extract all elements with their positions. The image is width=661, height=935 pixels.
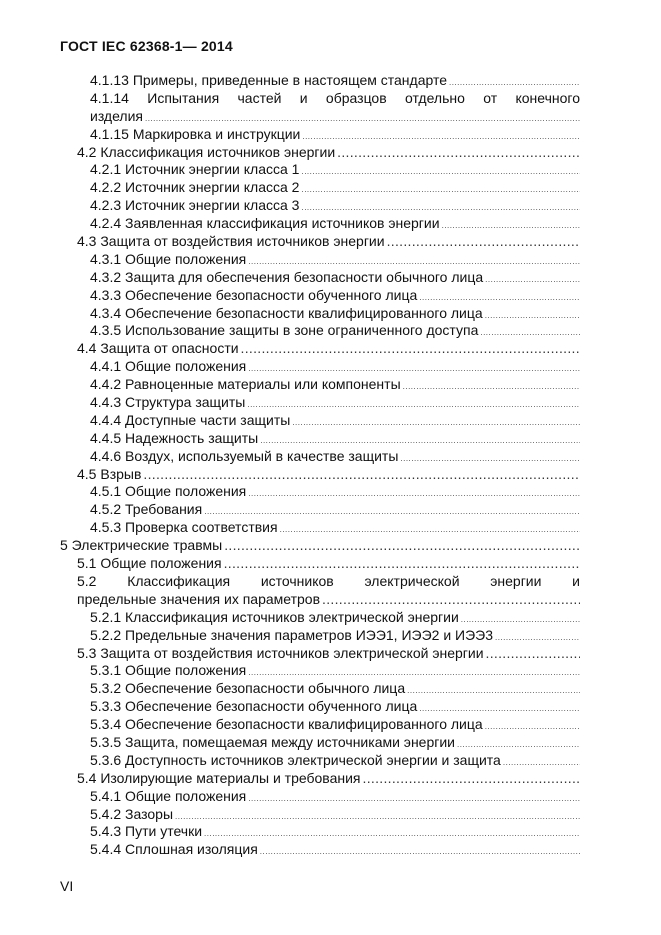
toc-entry-4-1-14-cont[interactable]	[90, 108, 580, 126]
toc-entry-4-5[interactable]	[77, 466, 580, 484]
toc-entry-4-2-1[interactable]	[90, 161, 580, 179]
toc-leader	[363, 770, 581, 788]
toc-entry-label: 4.5.2 Требования	[90, 501, 203, 518]
toc-entry-4-4-2[interactable]	[90, 376, 580, 394]
toc-entry-4-3-4[interactable]	[90, 305, 580, 323]
toc-entry-5-3-2[interactable]	[90, 680, 580, 698]
toc-entry-4-1-15[interactable]	[90, 126, 580, 144]
toc-entry-5-4[interactable]	[77, 770, 580, 788]
toc-entry-4-4-4[interactable]	[90, 412, 580, 430]
toc-entry-label: 5.3.1 Общие положения	[90, 662, 247, 679]
toc-entry-label: 5 Электрические травмы	[60, 537, 223, 554]
toc-leader	[143, 466, 580, 484]
toc-entry-5-4-2[interactable]	[90, 806, 580, 824]
toc-entry-label: 4.1.13 Примеры, приведенные в настоящем стандарте	[90, 72, 447, 88]
toc-entry-4-4-5[interactable]	[90, 430, 580, 448]
toc-entry-label: 4.2.1 Источник энергии класса 1	[90, 161, 300, 178]
toc-entry-label: 4.5.3 Проверка соответствия	[90, 519, 278, 536]
toc-leader	[260, 843, 580, 861]
toc-entry-5-3-4[interactable]	[90, 716, 580, 734]
toc-entry-label: 5.4.4 Сплошная изоляция	[90, 841, 258, 858]
toc-entry-4-3-2[interactable]	[90, 269, 580, 287]
toc-entry-5-3[interactable]	[77, 645, 580, 663]
toc-entry-label: 4.4.2 Равноценные материалы или компоненты	[90, 376, 401, 393]
toc-entry-4-3-1[interactable]	[90, 251, 580, 269]
toc-entry-4-5-3[interactable]	[90, 519, 580, 537]
toc-leader	[486, 645, 580, 663]
toc-entry-5-2[interactable]	[77, 573, 580, 591]
toc-entry-4-4-1[interactable]	[90, 358, 580, 376]
toc-entry-label: 5.3.4 Обеспечение безопасности квалифицированного лица	[90, 716, 483, 733]
toc-entry-label: 5.3.3 Обеспечение безопасности обученного лица	[90, 698, 418, 715]
toc-leader	[322, 591, 580, 609]
toc-leader	[224, 555, 580, 573]
toc-leader	[337, 144, 580, 162]
toc-entry-label: предельные значения их параметров	[77, 590, 321, 607]
toc-entry-label: 5.1 Общие положения	[77, 555, 222, 572]
toc-entry-label: 4.4.4 Доступные части защиты	[90, 411, 291, 428]
toc-entry-4-4-3[interactable]	[90, 394, 580, 412]
toc-entry-label: 5.3 Защита от воздействия источников электрической энергии	[77, 644, 484, 661]
toc-entry-5-2-1[interactable]	[90, 609, 580, 627]
toc-leader	[387, 233, 580, 251]
toc-entry-label: 5.2 Классификация источников электрической энергии и	[77, 572, 580, 589]
toc-entry-5-2-cont[interactable]	[77, 591, 580, 609]
toc-entry-5-1[interactable]	[77, 555, 580, 573]
toc-entry-label: 5.4 Изолирующие материалы и требования	[77, 769, 361, 786]
toc-entry-4-2-2[interactable]	[90, 179, 580, 197]
toc-entry-5-4-3[interactable]	[90, 823, 580, 841]
toc-entry-label: 4.2.2 Источник энергии класса 2	[90, 179, 300, 196]
toc-entry-4-5-2[interactable]	[90, 501, 580, 519]
toc-entry-4-1-14[interactable]	[90, 90, 580, 108]
toc-entry-label: 4.3.5 Использование защиты в зоне ограниченного доступа	[90, 322, 479, 339]
toc-entry-4-2-4[interactable]	[90, 215, 580, 233]
toc-entry-label: 5.3.6 Доступность источников электрической энергии и защита	[90, 751, 501, 768]
toc-entry-label: 5.2.2 Предельные значения параметров ИЭЭ1, ИЭЭ2 и ИЭЭ3	[90, 626, 494, 643]
document-header: ГОСТ IEC 62368-1— 2014	[60, 38, 233, 54]
toc-entry-label: 4.3.4 Обеспечение безопасности квалифицированного лица	[90, 304, 483, 321]
toc-entry-label: 4.2.4 Заявленная классификация источников энергии	[90, 215, 440, 232]
toc-entry-label: 4.3.2 Защита для обеспечения безопасности обычного лица	[90, 268, 484, 285]
toc-entry-4-1-13[interactable]	[90, 72, 580, 90]
toc-entry-5-3-1[interactable]	[90, 662, 580, 680]
toc-entry-5-3-6[interactable]	[90, 752, 580, 770]
toc-entry-label: 5.3.5 Защита, помещаемая между источниками энергии	[90, 733, 456, 750]
toc-entry-label: 4.2.3 Источник энергии класса 3	[90, 197, 300, 214]
toc-entry-label: 5.2.1 Классификация источников электрической энергии	[90, 608, 459, 625]
table-of-contents	[0, 72, 661, 859]
toc-entry-label: 4.4.6 Воздух, используемый в качестве защиты	[90, 447, 399, 464]
toc-entry-label: 4.4 Защита от опасности	[77, 340, 239, 357]
toc-entry-label: 4.1.14 Испытания частей и образцов отдельно от конечного	[90, 89, 580, 106]
toc-entry-4-5-1[interactable]	[90, 483, 580, 501]
toc-entry-label: 4.5.1 Общие положения	[90, 483, 247, 500]
toc-entry-4-4-6[interactable]	[90, 448, 580, 466]
toc-entry-label: 4.5 Взрыв	[77, 465, 142, 482]
toc-entry-5-3-5[interactable]	[90, 734, 580, 752]
toc-entry-4-3-3[interactable]	[90, 287, 580, 305]
toc-entry-4-2[interactable]	[77, 144, 580, 162]
toc-entry-label: 4.4.3 Структура защиты	[90, 394, 246, 411]
toc-entry-5-3-3[interactable]	[90, 698, 580, 716]
toc-entry-label: 4.3.3 Обеспечение безопасности обученного лица	[90, 286, 418, 303]
toc-entry-label: 4.2 Классификация источников энергии	[77, 143, 336, 160]
toc-entry-label: 5.3.2 Обеспечение безопасности обычного лица	[90, 680, 406, 697]
page-number: VI	[60, 878, 74, 894]
toc-entry-4-3[interactable]	[77, 233, 580, 251]
toc-entry-label: 5.4.1 Общие положения	[90, 787, 247, 804]
toc-entry-label: 4.3 Защита от воздействия источников энергии	[77, 233, 385, 250]
toc-entry-5-2-2[interactable]	[90, 627, 580, 645]
toc-entry-label: 4.1.15 Маркировка и инструкции	[90, 125, 301, 142]
toc-entry-4-4[interactable]	[77, 340, 580, 358]
toc-leader	[224, 537, 580, 555]
toc-entry-4-2-3[interactable]	[90, 197, 580, 215]
toc-entry-4-3-5[interactable]	[90, 322, 580, 340]
toc-entry-label: изделия	[90, 107, 143, 124]
toc-entry-5[interactable]	[60, 537, 580, 555]
toc-entry-label: 5.4.2 Зазоры	[90, 805, 174, 822]
toc-leader	[241, 340, 580, 358]
toc-entry-5-4-4[interactable]	[90, 841, 580, 859]
toc-entry-label: 4.4.1 Общие положения	[90, 358, 247, 375]
toc-entry-label: 4.4.5 Надежность защиты	[90, 429, 259, 446]
toc-entry-label: 5.4.3 Пути утечки	[90, 823, 203, 840]
toc-entry-5-4-1[interactable]	[90, 788, 580, 806]
toc-entry-label: 4.3.1 Общие положения	[90, 250, 247, 267]
